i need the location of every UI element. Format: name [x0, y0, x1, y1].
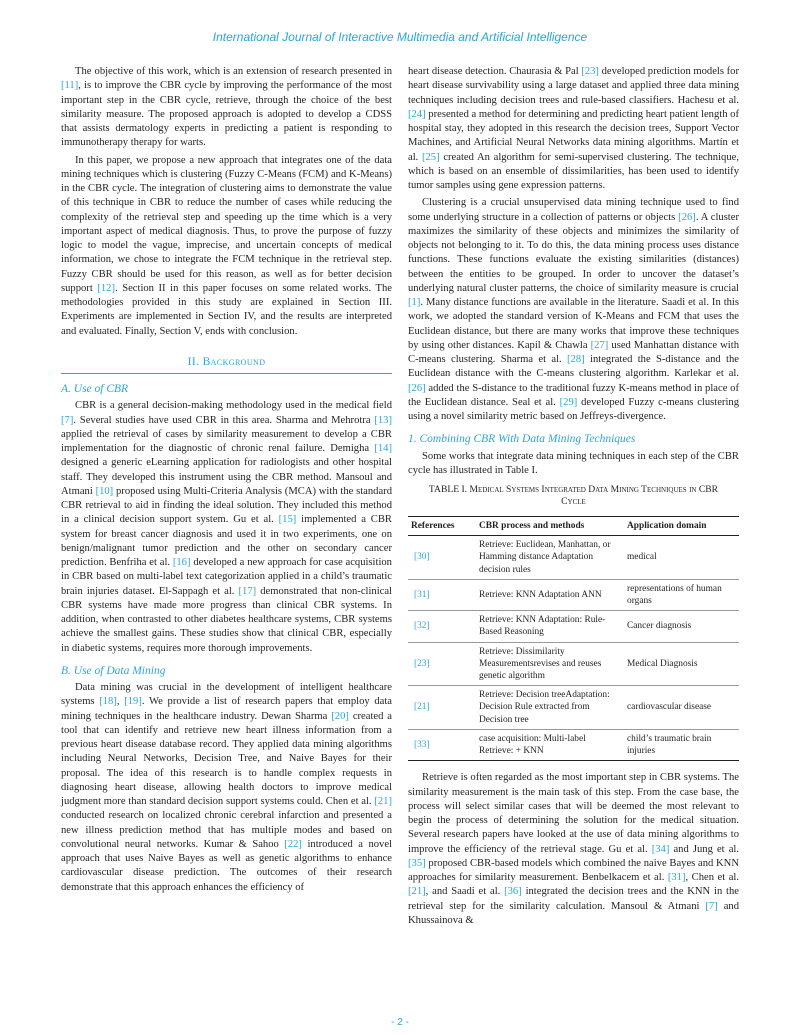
- citation-link[interactable]: [23]: [581, 66, 599, 77]
- journal-header-title: International Journal of Interactive Multimedia and Artificial Intelligence: [212, 30, 588, 44]
- paragraph: heart disease detection. Chaurasia & Pal [23] developed prediction models for heart disease survivability using a large dataset and applied three data mining techniques including decision trees and rule-based classifiers. Hachesu et al. [24] presented a method for determining and predicting heart patient length of hospital stay, they adopted in this research the decision trees, Support Vector Machines, and Artificial Neural Networks data mining algorithms. Martín et al. [25] created An algorithm for semi-supervised clustering. The technique, which is based on an ensemble of dissimilarities, has been used to identify tumor samples using gene expression patterns.: [408, 66, 739, 191]
- citation-link[interactable]: [13]: [374, 414, 392, 426]
- citation-link[interactable]: [16]: [172, 557, 191, 568]
- citation-link[interactable]: [28]: [567, 354, 585, 365]
- citation-link[interactable]: [22]: [284, 838, 302, 850]
- table-cell-domain: medical: [624, 536, 739, 580]
- citation-link[interactable]: [21]: [374, 796, 392, 807]
- citation-link[interactable]: [24]: [408, 108, 426, 120]
- citation-link[interactable]: [31]: [667, 872, 686, 883]
- citation-link[interactable]: [12]: [97, 282, 115, 294]
- citation-link[interactable]: [17]: [238, 585, 257, 597]
- citation-link[interactable]: [21]: [408, 886, 426, 898]
- table-cell-domain: Cancer diagnosis: [624, 611, 739, 642]
- table-cell-domain: cardiovascular disease: [624, 686, 739, 730]
- column-header-application-domain: Application domain: [624, 517, 739, 536]
- citation-link[interactable]: [34]: [651, 843, 670, 855]
- right-column: [408, 65, 739, 928]
- table-cell-reference[interactable]: [30]: [408, 536, 476, 580]
- citation-link[interactable]: [20]: [331, 710, 349, 722]
- table-header-row: [408, 517, 739, 536]
- table-cell-methods: Retrieve: KNN Adaptation ANN: [476, 579, 624, 610]
- section-heading-background: II. Background: [61, 355, 392, 374]
- table-cell-reference[interactable]: [33]: [408, 729, 476, 760]
- left-column: [61, 65, 392, 895]
- citation-link[interactable]: [18]: [99, 696, 117, 708]
- citation-link[interactable]: [14]: [374, 443, 392, 454]
- table-cell-methods: case acquisition: Multi-label Retrieve: + KNN: [476, 729, 624, 760]
- citation-link[interactable]: [36]: [504, 886, 522, 898]
- column-header-cbr-process: CBR process and methods: [476, 517, 624, 536]
- paragraph: Retrieve is often regarded as the most important step in CBR systems. The similarity measurement is the main task of this step. From the case base, the process will select similar cases that will be deemed the most relevant to begin the process of determining the solution for the medical situation. Several research papers have looked at the use of data mining algorithms to improve the efficiency of the retrieval stage. Gu et al. [34] and Jung et al. [35] proposed CBR-based models which combined the naive Bayes and KNN approaches for similarity measurement. Benbelkacem et al. [31], Chen et al. [21], and Saadi et al. [36] integrated the decision trees and the KNN in the retrieval step for the similarity calculation. Mansoul & Atmani [7] and Khussainova &: [408, 772, 740, 926]
- paragraph: Data mining was crucial in the development of intelligent healthcare systems [18], [19]. We provide a list of research papers that employ data mining techniques in the healthcare industry. Dewan Sharma [20] created a tool that can identify and retrieve new heart illness information from a previous heart disease database record. They applied data mining algorithms including Neural Networks, Decision Tree, and Naive Bayes for their proposal. The idea of this research is to handle complex requests in diagnosing heart disease, allowing health doctors to improve medical judgment more than standard decision support systems could. Chen et al. [21] conducted research on localized chronic cerebral infarction and presented a new illness prediction method that has multiple modes and based on convolutional neural networks. Kumar & Sahoo [22] introduced a novel approach that uses Naive Bayes as well as genetic algorithms to enhance cardiovascular disease prediction. The outcomes of their research demonstrate that this approach enhances the efficiency of: [61, 682, 393, 893]
- subsection-heading-combining-cbr: 1. Combining CBR With Data Mining Techniques: [408, 433, 636, 446]
- table-row: [408, 686, 739, 730]
- cbr-techniques-table: [408, 516, 739, 761]
- citation-link[interactable]: [26]: [408, 382, 426, 394]
- table-cell-domain: child’s traumatic brain injuries: [624, 729, 739, 760]
- citation-link[interactable]: [27]: [590, 339, 609, 351]
- table-row: [408, 729, 739, 760]
- citation-link[interactable]: [19]: [124, 696, 142, 708]
- table-cell-methods: Retrieve: KNN Adaptation: Rule-Based Reasoning: [476, 611, 624, 642]
- subsection-heading-use-of-cbr: A. Use of CBR: [61, 383, 129, 395]
- table-row: [408, 579, 739, 610]
- citation-link[interactable]: [7]: [705, 900, 718, 912]
- table-cell-methods: Retrieve: Decision treeAdaptation: Decision Rule extracted from Decision tree: [476, 686, 624, 730]
- citation-link[interactable]: [11]: [61, 80, 79, 92]
- column-header-references: References: [408, 517, 476, 536]
- table-caption: TABLE I. Medical Systems Integrated Data Mining Techniques in CBR Cycle: [428, 484, 719, 507]
- citation-link[interactable]: [29]: [559, 396, 578, 408]
- citation-link[interactable]: [1]: [408, 297, 421, 308]
- table-row: [408, 536, 739, 580]
- subsection-heading-use-of-data-mining: B. Use of Data Mining: [61, 664, 166, 677]
- paragraph: In this paper, we propose a new approach that integrates one of the data mining techniques which is clustering (Fuzzy C-Means (FCM) and K-Means) in the CBR cycle. The integration of clustering aims to demonstrate the value of this technique in CBR to reduce the number of cases while reducing the complexity of the retrieval step and speeding up the time which is a very important aspect of medical diagnosis. Thus, to prove the purpose of fuzzy logic to model the vague, imprecise, and uncertain concepts of medical information, we chose to integrate the FCM technique in the retrieval step. Fuzzy CBR should be used for this reason, as well as for better decision support [12]. Section II in this paper focuses on some related works. The methodologies provided in this study are explained in Section III. Experiments are implemented in Section IV, and the results are interpreted and evaluated. Finally, Section V, ends with conclusion.: [61, 154, 392, 337]
- paragraph: Some works that integrate data mining techniques in each step of the CBR cycle has illustrated in Table I.: [408, 450, 739, 476]
- citation-link[interactable]: [7]: [61, 414, 74, 426]
- table-cell-methods: Retrieve: Euclidean, Manhattan, or Hamming distance Adaptation decision rules: [476, 536, 624, 580]
- table-cell-domain: representations of human organs: [624, 579, 739, 610]
- citation-link[interactable]: [10]: [95, 485, 114, 497]
- citation-link[interactable]: [26]: [678, 211, 696, 223]
- citation-link[interactable]: [25]: [421, 151, 440, 163]
- table-cell-reference[interactable]: [21]: [408, 686, 476, 730]
- citation-link[interactable]: [15]: [278, 514, 297, 526]
- table-cell-domain: Medical Diagnosis: [624, 642, 739, 686]
- paragraph: Clustering is a crucial unsupervised data mining technique used to find some underlying structure in a collection of patterns or objects [26]. A cluster maximizes the similarity of these objects and minimizes the similarity of objects not belonging to it. To do this, the data mining process uses distance functions. These functions evaluate the existing similarities (distances) between the entities to be grouped. In order to uncover the dataset’s underlying natural cluster patterns, the choice of similarity measure is crucial [1]. Many distance functions are available in the literature. Saadi et al. In this work, we adopted the standard version of K-Means and FCM that uses the Euclidean distance, but there are many works that improve these techniques by using other distances. Kapil & Chawla [27] used Manhattan distance with C-means clustering. Sharma et al. [28] integrated the S-distance and the Euclidean distance with the C-means clustering algorithm. Karlekar et al. [26] added the S-distance to the traditional fuzzy K-means method in place of the Euclidean distance. Seal et al. [29] developed Fuzzy c-means clustering using a novel similarity metric based on Jeffreys-divergence.: [408, 197, 739, 422]
- citation-link[interactable]: [35]: [408, 857, 426, 869]
- page-number: - 2 -: [391, 1017, 409, 1028]
- table-cell-reference[interactable]: [32]: [408, 611, 476, 642]
- table-cell-reference[interactable]: [23]: [408, 642, 476, 686]
- paragraph: CBR is a general decision-making methodology used in the medical field [7]. Several studies have used CBR in this area. Sharma and Mehrotra [13] applied the retrieval of cases by similarity measurement to develop a CBR implementation for the diagnostic of chronic renal failure. Demigha [14] designed a generic eLearning application for radiologists and other hospital staff. They developed this instrument using the CBR method. Mansoul and Atmani [10] proposed using Multi-Criteria Analysis (MCA) with the standard CBR retrieval to aid in finding the ideal solution. They included this method in a clinical decision support system. Gu et al. [15] implemented a CBR system for breast cancer diagnosis and used it in two experiments, one on benign/malignant tumor prediction and the other on secondary cancer prediction. Benfriha et al. [16] developed a new approach for case acquisition in CBR based on multi-label text categorization applied in a child’s traumatic brain injuries dataset. El-Sappagh et al. [17] demonstrated that non-clinical CBR systems have made more progress than clinical CBR systems. In addition, when contrasted to other diabetes healthcare systems, CBR systems achieve the smallest gains. These studies show that clinical CBR, especially in diabetic systems, requires more thorough improvements.: [61, 400, 392, 654]
- table-cell-methods: Retrieve: Dissimilarity Measurementsrevises and reuses genetic algorithm: [476, 642, 624, 686]
- table-row: [408, 642, 739, 686]
- table-cell-reference[interactable]: [31]: [408, 579, 476, 610]
- table-row: [408, 611, 739, 642]
- paragraph: The objective of this work, which is an extension of research presented in [11], is to improve the CBR cycle by improving the performance of the most important step in the CBR cycle, retrieve, through the choice of the best similarity measure. The proposed approach is adopted to develop a CDSS that assists dermatology experts in predicting a patient is responding to immunotherapy therapy for warts.: [61, 66, 392, 149]
